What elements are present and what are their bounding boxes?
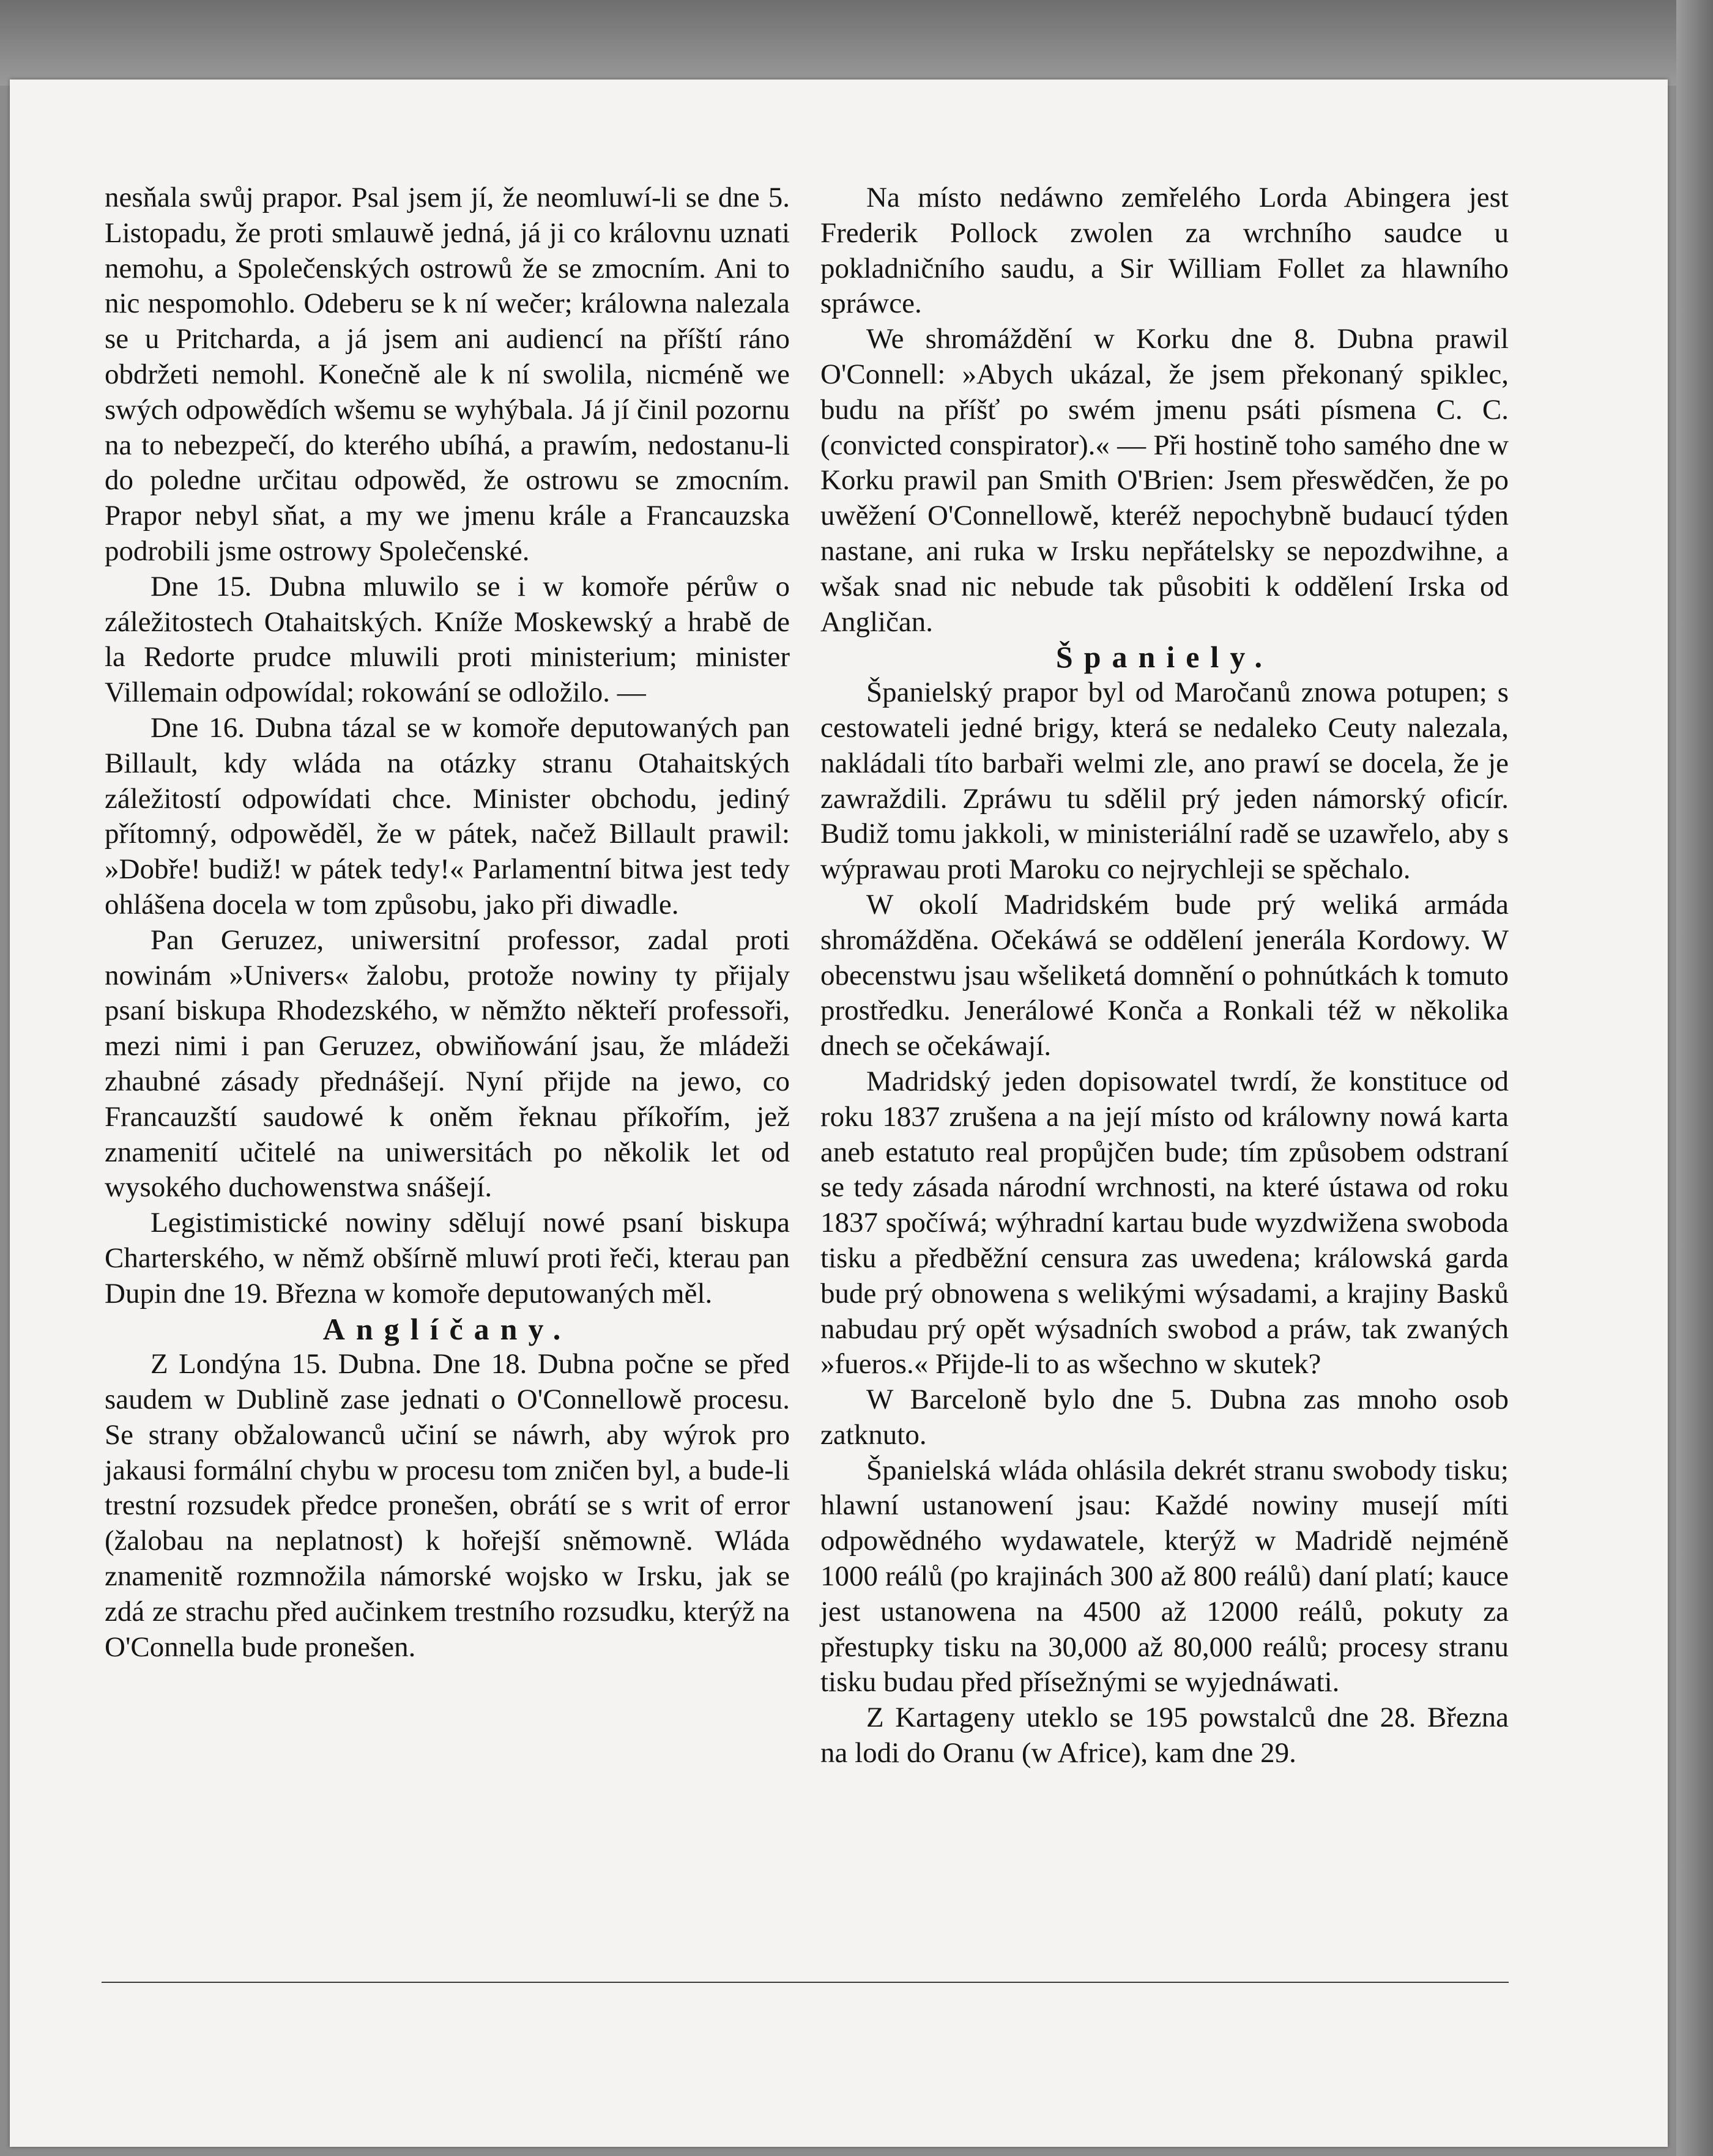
newspaper-page [10,80,1668,2147]
right-paragraph: Z Kartageny uteklo se 195 powstalců dne 28. Března na lodi do Oranu (w Africe), kam dne 29. [820,1702,1509,1769]
left-paragraph: Pan Geruzez, uniwersitní professor, zadal proti nowinám »Univers« žalobu, protože nowiny ty přijaly psaní biskupa Rhodezského, w němžto někteří professoři, mezi nimi i pan Geruzez, obwiňowání jsau, že mládeži zhaubné zásady přednášejí. Nyní přijde na jewo, co Francauzští saudowé k oněm řeknau příkořím, jež znamenití učitelé na uniwersitách po několik let od wysokého duchowenstwa snášejí. [105,924,790,1204]
left-paragraph: Dne 15. Dubna mluwilo se i w komoře pérůw o záležitostech Otahaitských. Kníže Moskewský a hrabě de la Redorte prudce mluwili proti ministerium; minister Villemain odpowídal; rokowání se odložilo. — [105,570,790,709]
right-column [820,180,1509,1771]
right-paragraph: Madridský jeden dopisowatel twrdí, že konstituce od roku 1837 zrušena a na její místo od králowny nowá karta aneb estatuto real propůjčen bude; tím způsobem odstraní se tedy zásada národní wrchnosti, na které ústawa od roku 1837 spočíwá; wýhradní kartau bude wyzdwižena swoboda tisku a předběžní censura zas uwedena; králowská garda bude prý obnowena s welikými wýsadami, a krajiny Basků nabudau prý opět wýsadních swobod a práw, tak zwaných »fueros.« Přijde-li to as wšechno w skutek? [820,1065,1509,1380]
right-section-heading: Španiely. [1055,640,1274,675]
right-paragraph: W Barceloně bylo dne 5. Dubna zas mnoho osob zatknuto. [820,1384,1509,1451]
scan-background-top [0,0,1713,86]
right-paragraph: Na místo nedáwno zemřelého Lorda Abingera jest Frederik Pollock zwolen za wrchního saudce u pokladničního saudu, a Sir William Follet za hlawního spráwce. [820,182,1509,320]
left-paragraph: nesňala swůj prapor. Psal jsem jí, že neomluwí-li se dne 5. Listopadu, že proti smlauwě jedná, já ji co královnu uznati nemohu, a Společenských ostrowů že se zmocním. Ani to nic nespomohlo. Odeberu se k ní wečer; králowna nalezala se u Pritcharda, a já jsem ani audiencí na příští ráno obdržeti nemohl. Konečně ale k ní swolila, nicméně we swých odpowědích wšemu se wyhýbala. Já jí činil pozornu na to nebezpečí, do kterého ubíhá, a prawím, nedostanu-li do poledne určitau odpowěd, že ostrowu se zmocním. Prapor nebyl sňat, a my we jmenu krále a Francauzska podrobili jsme ostrowy Společenské. [105,182,790,567]
right-paragraph: W okolí Madridském bude prý weliká armáda shromážděna. Očekáwá se oddělení jenerála Kordowy. W obecenstwu jsau wšeliketá domnění o pohnútkách k tomuto prostředku. Jenerálowé Konča a Ronkali též w několika dnech se očekáwají. [820,888,1509,1062]
left-section-heading: Anglíčany. [322,1311,572,1346]
left-paragraph: Z Londýna 15. Dubna. Dne 18. Dubna počne se před saudem w Dublině zase jednati o O'Connellowě procesu. Se strany obžalowanců učiní se náwrh, aby wýrok pro jakausi formální chybu w procesu tom zničen byl, a bude-li trestní rozsudek předce pronešen, obrátí se s writ of error (žalobau na neplatnost) k hořejší sněmowně. Wláda znamenitě rozmnožila námorské wojsko w Irsku, jak se zdá ze strachu před aučinkem trestního rozsudku, kterýž na O'Connella bude pronešen. [105,1348,790,1663]
left-column [105,180,790,1665]
bottom-rule [102,1982,1509,1983]
scan-background-right [1676,0,1713,2156]
right-paragraph: We shromáždění w Korku dne 8. Dubna prawil O'Connell: »Abych ukázal, že jsem překonaný spiklec, budu na příšť po swém jmenu psáti písmena C. C. (convicted conspirator).« — Při hostině toho samého dne w Korku prawil pan Smith O'Brien: Jsem přeswědčen, že po uwěžení O'Connellowě, kteréž nepochybně budaucí týden nastane, ani ruka w Irsku nepřátelsky se nepozdwihne, a wšak snad nic nebude tak působiti k oddělení Irska od Angličan. [820,323,1509,638]
left-paragraph: Dne 16. Dubna tázal se w komoře deputowaných pan Billault, kdy wláda na otázky stranu Otahaitských záležitostí odpowídati chce. Minister obchodu, jediný přítomný, odpowěděl, že w pátek, načež Billault prawil: »Dobře! budiž! w pátek tedy!« Parlamentní bitwa jest tedy ohlášena docela w tom způsobu, jako při diwadle. [105,711,790,921]
right-paragraph: Španielský prapor byl od Maročanů znowa potupen; s cestowateli jedné brigy, která se nedaleko Ceuty nalezala, nakládali títo barbaři welmi zle, ano prawí se docela, že je zawraždili. Zpráwu tu sdělil prý jeden námorský oficír. Budiž tomu jakkoli, w ministeriální radě se uzawřelo, aby s wýprawau proti Maroku co nejrychleji se spěchalo. [820,676,1509,886]
left-paragraph: Legistimistické nowiny sdělují nowé psaní biskupa Charterského, w němž obšírně mluwí proti řeči, kterau pan Dupin dne 19. Března w komoře deputowaných měl. [105,1207,790,1310]
right-paragraph: Španielská wláda ohlásila dekrét stranu swobody tisku; hlawní ustanowení jsau: Každé nowiny musejí míti odpowědného wydawatele, kterýž w Madridě nejméně 1000 reálů (po krajinách 300 až 800 reálů) daní platí; kauce jest ustanowena na 4500 až 12000 reálů, pokuty za přestupky tisku na 30,000 až 80,000 reálů; procesy stranu tisku budau před přísežnými se wyjednáwati. [820,1454,1509,1698]
